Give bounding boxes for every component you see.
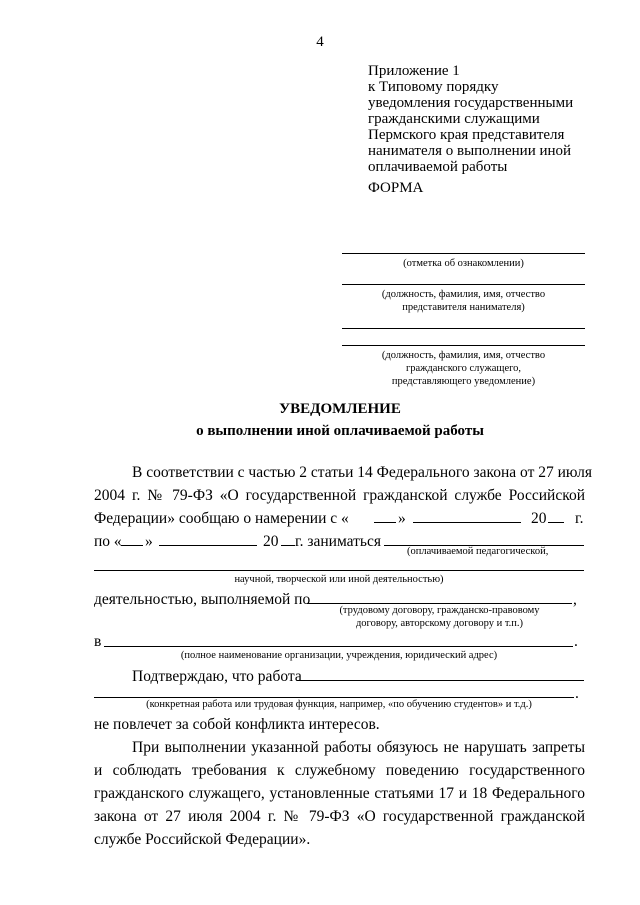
text-fragment: 20: [263, 533, 279, 550]
text-fragment: г.: [575, 510, 584, 527]
no-conflict-text: не повлечет за собой конфликта интересов.: [94, 716, 380, 733]
acknowledgment-line[interactable]: [342, 253, 585, 254]
employer-line[interactable]: [342, 284, 585, 285]
form-label: ФОРМА: [368, 180, 424, 196]
caption-activity-1: (оплачиваемой педагогической,: [407, 546, 549, 557]
appendix-line: уведомления государственными: [368, 95, 574, 111]
employee-caption-1: (должность, фамилия, имя, отчество: [381, 350, 546, 361]
employer-caption-2: представителя нанимателя): [402, 302, 525, 313]
activity-label: деятельностью, выполняемой по: [94, 591, 311, 608]
contract-type-field[interactable]: [307, 603, 572, 604]
text-fragment: Федерации» сообщаю о намерении с «: [94, 510, 349, 527]
appendix-line: к Типовому порядку: [368, 79, 499, 95]
appendix-line: гражданскими служащими: [368, 111, 540, 127]
caption-activity-2: научной, творческой или иной деятельностью): [234, 574, 444, 585]
text-fragment: »: [398, 510, 406, 527]
paragraph-1-line-3: [94, 507, 349, 530]
end-month-field[interactable]: [159, 545, 257, 546]
paragraph-2-line-2: и соблюдать требования к служебному поведению государственного: [94, 762, 585, 779]
document-subtitle: о выполнении иной оплачиваемой работы: [196, 423, 484, 439]
caption-contract-1: (трудовому договору, гражданско-правовому: [339, 605, 540, 616]
confirm-label: Подтверждаю, что работа: [132, 668, 302, 685]
acknowledgment-caption: (отметка об ознакомлении): [403, 258, 524, 269]
org-label: в: [94, 633, 102, 650]
appendix-line: нанимателя о выполнении иной: [368, 143, 572, 159]
appendix-line: Пермского края представителя: [368, 127, 565, 143]
employee-line[interactable]: [342, 345, 585, 346]
start-day-field[interactable]: [374, 522, 396, 523]
work-field-2[interactable]: [94, 697, 574, 698]
caption-organization: (полное наименование организации, учреждения, юридический адрес): [180, 650, 498, 661]
text-fragment: г. заниматься: [295, 533, 381, 550]
appendix-line: Приложение 1: [368, 63, 460, 79]
appendix-line: оплачиваемой работы: [368, 159, 508, 175]
work-field[interactable]: [297, 680, 584, 681]
appendix-header: [368, 63, 573, 175]
start-year-field[interactable]: [548, 522, 564, 523]
text-fragment: по «: [94, 533, 122, 550]
caption-work: (конкретная работа или трудовая функция, например, «по обучению студентов» и т.д.): [146, 699, 532, 710]
text-fragment: .: [575, 685, 579, 702]
text-fragment: ,: [573, 591, 577, 608]
paragraph-2-line-4: закона от 27 июля 2004 г. № 79-ФЗ «О государственной гражданской: [94, 808, 585, 825]
end-day-field[interactable]: [121, 545, 143, 546]
caption-contract-2: договору, авторскому договору и т.п.): [355, 618, 524, 629]
paragraph-2-line-5: службе Российской Федерации».: [94, 831, 311, 848]
employee-caption-2: гражданского служащего,: [405, 363, 522, 374]
organization-field[interactable]: [104, 646, 573, 647]
paragraph-2-line-3: гражданского служащего, установленные статьями 17 и 18 Федерального: [94, 785, 585, 802]
activity-type-field-2[interactable]: [94, 570, 584, 571]
text-fragment: 20: [531, 510, 547, 527]
end-year-field[interactable]: [281, 545, 295, 546]
paragraph-1-line-1: В соответствии с частью 2 статьи 14 Федерального закона от 27 июля: [132, 464, 592, 481]
text-fragment: »: [145, 533, 153, 550]
page-number: 4: [316, 34, 324, 50]
employer-line-2[interactable]: [342, 328, 585, 329]
paragraph-2-line-1: При выполнении указанной работы обязуюсь не нарушать запреты: [132, 739, 585, 756]
text-fragment: .: [574, 633, 578, 650]
paragraph-1-line-2: 2004 г. № 79-ФЗ «О государственной гражданской службе Российской: [94, 487, 585, 504]
employee-caption-3: представляющего уведомление): [391, 376, 536, 387]
document-title: УВЕДОМЛЕНИЕ: [279, 401, 401, 417]
start-month-field[interactable]: [413, 522, 521, 523]
employer-caption-1: (должность, фамилия, имя, отчество: [381, 289, 546, 300]
